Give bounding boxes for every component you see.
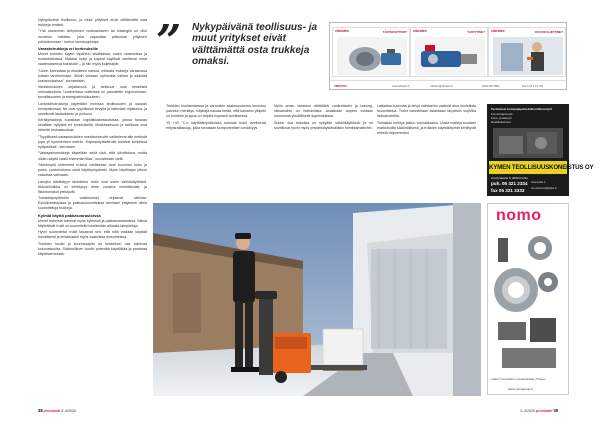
article-paragraph: Lavansiirtotrukkeja käytetään monissa teollisuuden ja kaupan toimipaikoissa. Ne ovat tyypillisesti kevyitä ja kätevästi ohjattavia, ja soveltuvat lastaukseen ja purkuun. <box>38 101 147 116</box>
article-left-column <box>38 18 147 408</box>
article-paragraph: Hyvin suunnitellut trukit takaavat sen, että niitä voidaan käyttää turvallisesti ja tehokkaasti myös vaativissa olosuhteissa. <box>38 230 147 240</box>
kymen-tagline-right: Konttikonetyöt <box>531 107 553 111</box>
vibrator-image <box>415 37 485 75</box>
article-paragraph: ”Usein kannattaa jo etukäteen katsoa, millaisia trukkeja varastossa tullaan tarvitsemaan. Silloin voidaan optimoida valinta ja säästää kustannuksissa”, korostetaan. <box>38 68 147 83</box>
article-paragraph: Trukkien huoltamisessa ja varaosien saatavuudessa korostuu palvelun merkitys. Käyttäjä haluaa tietää, että kaluston ylläpito on hoidettu ja apua on tarjolla nopeasti tarvittaessa. <box>166 104 266 119</box>
nomo-advertisement[interactable] <box>487 203 569 395</box>
kymen-web[interactable]: www.kytko.fi <box>531 181 546 184</box>
right-page-number: 39 <box>553 408 559 413</box>
article-paragraph: Toimintaympäristön vaatimukset ohjaavat valintaa. Kylmävarastoissa ja pakkasolosuhteissa tarvitaan erityisesti niihin suunniteltuja trukkeja. <box>38 196 147 211</box>
kymen-service: Kone- ja laitetyöt <box>491 116 512 120</box>
vibratec-logo: vibratec <box>491 29 505 33</box>
vibratec-fax: Fax 0 10 4 0 1778 <box>522 84 543 88</box>
article-paragraph: Trukkien huolto ja kunnossapito on keskeinen osa toimivaa kokonaisuutta. Säännöllinen huolto pidentää käyttöikää ja parantaa käyttövarmuutta. <box>38 241 147 256</box>
panel-category: TÄRYTTIMET <box>467 29 485 34</box>
vibratec-footer <box>330 80 568 91</box>
vibratec-brand: VIBRATEC <box>334 84 348 88</box>
article-subheading: Kylmiä käyttö pakkasvarastoissa <box>38 212 101 218</box>
vibratec-panel-conveyors <box>488 27 566 77</box>
article-subheading: Varastotrukkeja eri korkeuksille <box>38 46 99 52</box>
nomo-contact-info: Laakerit | Voimansiirto | Lineaaritekniikka | Tiivisteet <box>491 378 546 381</box>
kymen-advertisement[interactable] <box>487 104 594 196</box>
left-page-folio <box>38 408 76 413</box>
panel-category: TÄRYMOOTTORIT <box>382 29 407 34</box>
issue-number: 3–4/2020 <box>520 409 535 413</box>
article-paragraph: Lavojen käsittelyyn tarkoitetut trukit ovat usein sähkökäyttöisiä. Akkutekniikka on kehittynyt viime vuosina merkittävästi, ja litiumioniakut yleistyvät. <box>38 179 147 194</box>
vibration-motor-image <box>337 37 407 75</box>
vibratec-logo: vibratec <box>413 29 427 33</box>
article-paragraph: ”Yhä useammin siirtyminen vuokraukseen tai leasingiin on ollut luonteva ratkaisu, joka vapauttaa pääomaa yrityksen ydintoimintaan”, kertoo toimitusjohtaja. <box>38 29 147 44</box>
article-paragraph: Keräilytrukkeja suositaan logistiikkakeskuksissa, joissa tavaraa kerätään hyllyistä eri korkeuksilta. Modulaarisuus ja tarkkuus ovat tärkeitä ominaisuuksia. <box>38 118 147 133</box>
left-page-number: 38 <box>38 408 43 413</box>
nomo-web[interactable]: www.nomogroup.fi <box>508 387 533 391</box>
right-page-folio <box>520 408 558 413</box>
article-column-3 <box>274 104 373 198</box>
vibratec-web[interactable]: www.vibratec.fi <box>392 84 410 88</box>
vibratec-phone: 0206 006 6680 <box>482 84 500 88</box>
article-paragraph: Tärkeimpiä kriteereitä trukkia valittaessa ovat kuorman koko ja paino, nostokorkeus sekä käyttöympäristö. Myös käyttöajan pituus vaikuttaa valintaan. <box>38 162 147 178</box>
machine-shop-photo <box>493 128 563 158</box>
magazine-name: promaatti <box>536 409 553 413</box>
quote-mark-icon: ” <box>156 16 174 67</box>
article-paragraph: Monet trukkien käyttö tapahtuu sisätiloissa, kuten varastoissa ja tuotantotiloissa. Matalat hyllyt ja kapeat käytävät asettavat omat vaatimuksensa kalustolle – ja niin myös kuljettajille. <box>38 51 147 67</box>
warehouse-truck-photo <box>153 203 481 396</box>
article-column-2 <box>166 104 266 198</box>
kymen-tagline-left: Perinteiset konepajapalvelut <box>491 107 532 111</box>
nomo-logo: nomo <box>496 207 542 224</box>
kymen-address: Hovinmäentie 8, 48200 Kotka <box>491 176 528 180</box>
kymen-email[interactable]: etu.sukunimi@kytko.fi <box>531 187 557 190</box>
bearings-product-image <box>494 232 564 374</box>
article-paragraph: ”Vastapainotrukkeja käytetään sekä sisä- että ulkotiloissa, mutta niiden käyttö vaatii enemmän tilaa”, korostetaan vielä. <box>38 151 147 161</box>
vibratec-panel-vibrators <box>410 27 488 77</box>
pull-quote-text: Nykypäivänä teollisuus- ja muut yritykset eivät välttämättä osta trukkeja omaksi. <box>192 22 318 68</box>
kymen-service: Metallirakenteet <box>491 120 511 124</box>
pull-quote <box>156 16 322 90</box>
magazine-name: promaatti <box>43 409 61 413</box>
article-paragraph: ”Tyypillisesti varastotrukkien nostokorkeudet vaihtelevat alle metristä jopa yli kymmeneen metriin. Kapeakäytävätrukit toimivat korkeissa hyllystöissä”, kerrotaan. <box>38 134 147 150</box>
article-paragraph: Lattialtaa kuormaa ja kevyt vaihtoehto vaativat aina huolellista suunnittelua. Trukit varustetaan asiakkaan tarpeisiin sopivilla lisävarusteilla. <box>377 104 476 119</box>
kymen-company-name: KYMEN TEOLLISUUSKONEISTUS OY <box>489 161 567 174</box>
kymen-fax: fax 05 321 2333 <box>491 188 525 193</box>
screw-conveyor-image <box>493 37 563 75</box>
kymen-service: Kunnossapitotyöt <box>491 112 513 116</box>
article-paragraph: Myös oman varaston räätälöinti vuokrattaviin ja leasing-ratkaisuihin on mahdollista. Asiakkaan tarpeet voidaan huomioida yksilöllisesti sopimuksissa. <box>274 104 373 119</box>
vibratec-email[interactable]: vibratec@vibratec.fi <box>430 84 453 88</box>
kymen-phone: puh. 05 321 2334 <box>491 181 528 186</box>
vibratec-panel-motors <box>332 27 410 77</box>
article-paragraph: Yli +40 °C:n käyttölämpötiloissa toimivat trukit tarvitsevat erityisratkaisuja, joilla turvataan komponenttien kestävyys. <box>166 120 266 130</box>
article-paragraph: Nykypäivänä teollisuus- ja muut yritykset eivät välttämättä osta trukkeja omaksi. <box>38 18 147 28</box>
article-paragraph: Suurin osa trukeista on nykyään sähkökäyttöisiä, ja ne soveltuvat hyvin myös ympäristöystävällisiin toimintamalleihin. <box>274 120 373 130</box>
panel-category: RUUVIKULJETTIMET <box>535 29 563 34</box>
vibratec-logo: vibratec <box>335 29 349 33</box>
article-column-4 <box>377 104 476 198</box>
article-paragraph: Toimialan kehitys jatkuu voimakkaana. Uusia malleja tuodaan markkinoille säännöllisesti, ja trukkien käyttöliittymät kehittyvät entistä helpommiksi. <box>377 120 476 135</box>
article-paragraph: Varastotrukkien ohjattavuus ja tarkkuus ovat keskeisiä ominaisuuksia. Uusimmissa malleissa on panostettu ergonomiaan, turvallisuuteen ja energiatehokkuuteen. <box>38 85 147 100</box>
vibratec-advertisement[interactable] <box>329 22 567 90</box>
issue-number: 3–4/2020 <box>61 409 77 413</box>
article-paragraph: Monet trukeista toimivat myös kylmissä ja pakkasvarastoissa. Niissä käytettävät trukit on suunniteltu kestämään alhaisia lämpötiloja. <box>38 218 147 228</box>
